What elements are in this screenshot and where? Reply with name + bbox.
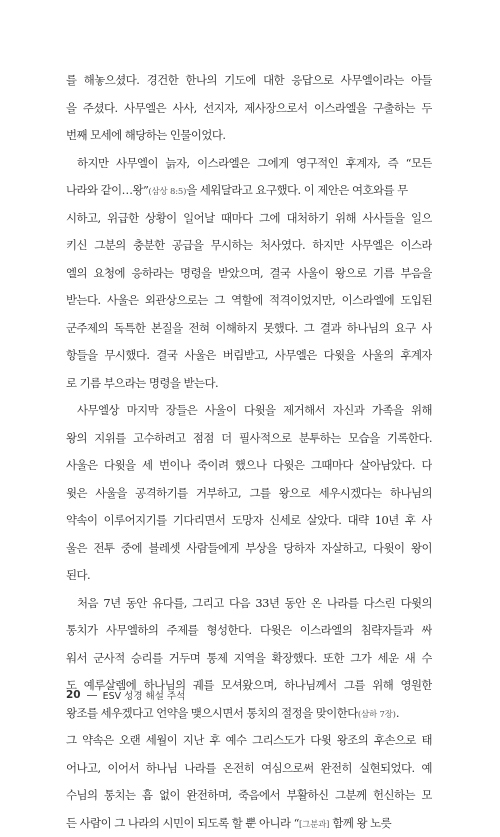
text-segment: 든 사람이 그 나라의 시민이 되도록 할 뿐 아니라 “ bbox=[66, 816, 299, 830]
text-line: 키신 그분의 충분한 공급을 무시하는 처사였다. 하지만 사무엘은 이스라 bbox=[66, 232, 432, 260]
text-line: 하지만 사무엘이 늙자, 이스라엘은 그에게 영구적인 후계자, 즉 “모든 bbox=[66, 150, 432, 178]
page-footer bbox=[66, 688, 185, 702]
text-line-with-reference bbox=[66, 177, 432, 205]
text-line: 처음 7년 동안 유다를, 그리고 다음 33년 동안 온 나라를 다스린 다윗의 bbox=[66, 590, 432, 618]
text-line: 윗은 사울을 공격하기를 거부하고, 그를 왕으로 세우시겠다는 하나님의 bbox=[66, 480, 432, 508]
text-line-with-reference bbox=[66, 810, 432, 837]
footer-divider bbox=[87, 695, 97, 696]
text-line: 된다. bbox=[66, 562, 432, 590]
text-line-with-reference bbox=[66, 700, 432, 728]
text-segment: 함께 왕 노릇 bbox=[332, 816, 391, 830]
text-line: 그 약속은 오랜 세월이 지난 후 예수 그리스도가 다윗 왕조의 후손으로 태 bbox=[66, 727, 432, 755]
book-title: ESV 성경 해설 주석 bbox=[103, 688, 186, 702]
text-line: 통치가 사무엘하의 주제를 형성한다. 다윗은 이스라엘의 침략자들과 싸 bbox=[66, 617, 432, 645]
text-line: 을 주셨다. 사무엘은 사사, 선지자, 제사장으로서 이스라엘을 구출하는 두 bbox=[66, 95, 432, 123]
text-line: 군주제의 독특한 본질을 전혀 이해하지 못했다. 그 결과 하나님의 요구 사 bbox=[66, 315, 432, 343]
text-segment: . bbox=[396, 706, 399, 720]
page-number: 20 bbox=[66, 689, 81, 701]
text-line: 번째 모세에 해당하는 인물이었다. bbox=[66, 122, 432, 150]
text-line: 도 예루살렘에 하나님의 궤를 모셔왔으며, 하나님께서 그를 위해 영원한 bbox=[66, 672, 432, 700]
text-line: 사울은 다윗을 세 번이나 죽이려 했으나 다윗은 그때마다 살아남았다. 다 bbox=[66, 452, 432, 480]
text-line: 엘의 요청에 응하라는 명령을 받았으며, 결국 사울이 왕으로 기름 부음을 bbox=[66, 260, 432, 288]
text-line: 왕의 지위를 고수하려고 점점 더 필사적으로 분투하는 모습을 기록한다. bbox=[66, 425, 432, 453]
text-line: 수님의 통치는 흠 없이 완전하며, 죽음에서 부활하신 그분께 헌신하는 모 bbox=[66, 782, 432, 810]
text-line: 받는다. 사울은 외관상으로는 그 역할에 적격이었지만, 이스라엘에 도입된 bbox=[66, 287, 432, 315]
text-line: 울은 전투 중에 블레셋 사람들에게 부상을 당하자 자살하고, 다윗이 왕이 bbox=[66, 535, 432, 563]
text-line: 항들을 무시했다. 결국 사울은 버림받고, 사무엘은 다윗을 사울의 후계자 bbox=[66, 342, 432, 370]
text-line: 어나고, 이어서 하나님 나라를 온전히 여심으로써 완전히 실현되었다. 예 bbox=[66, 755, 432, 783]
text-line: 로 기름 부으라는 명령을 받는다. bbox=[66, 370, 432, 398]
scripture-reference: (삼하 7장) bbox=[358, 710, 396, 720]
text-line: 시하고, 위급한 상황이 일어날 때마다 그에 대처하기 위해 사사들을 일으 bbox=[66, 205, 432, 233]
text-segment: 을 세워달라고 요구했다. 이 제안은 여호와를 무 bbox=[186, 183, 407, 197]
text-line: 워서 군사적 승리를 거두며 통제 지역을 확장했다. 또한 그가 세운 새 수 bbox=[66, 645, 432, 673]
text-segment: 나라와 같이…왕” bbox=[66, 183, 148, 197]
text-line: 사무엘상 마지막 장들은 사울이 다윗을 제거해서 자신과 가족을 위해 bbox=[66, 397, 432, 425]
bracket-insertion: [그분과] bbox=[299, 820, 329, 830]
text-segment: 왕조를 세우겠다고 언약을 맺으시면서 통치의 절정을 맞이한다 bbox=[66, 706, 358, 720]
scripture-reference: (삼상 8:5) bbox=[148, 187, 186, 197]
text-line: 약속이 이루어지기를 기다리면서 도망자 신세로 살았다. 대략 10년 후 사 bbox=[66, 507, 432, 535]
body-text bbox=[66, 67, 432, 837]
text-line: 를 해놓으셨다. 경건한 한나의 기도에 대한 응답으로 사무엘이라는 아들 bbox=[66, 67, 432, 95]
